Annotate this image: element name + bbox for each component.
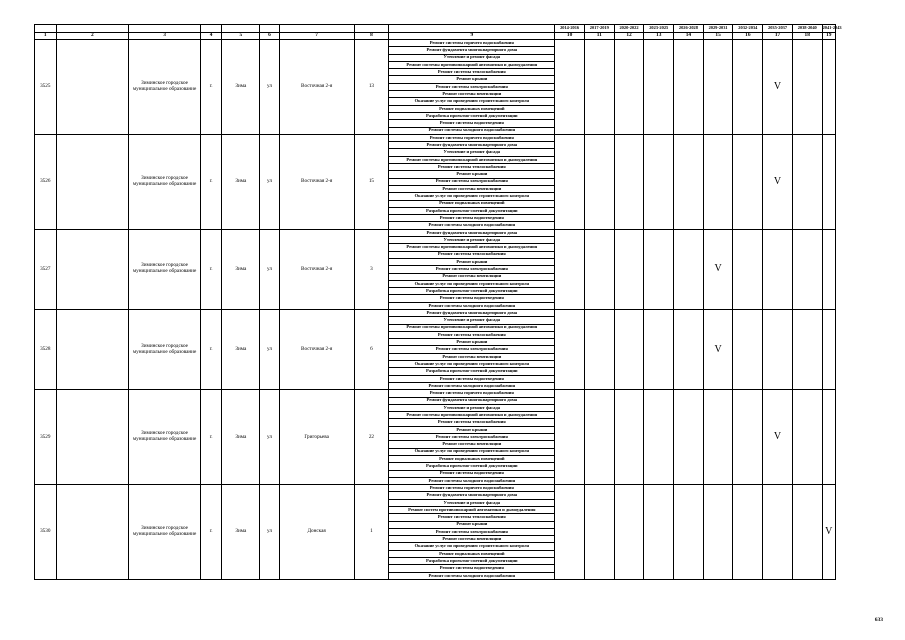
column-number-8: 8 [354,33,389,40]
settlement-name: Зима [222,134,260,229]
municipality-name: Зиминское городское муниципальное образование [129,134,201,229]
schedule-cell [822,390,835,485]
column-number-18: 18 [792,33,822,40]
schedule-cell [614,134,644,229]
schedule-cell [674,229,704,309]
schedule-cell [614,40,644,135]
settlement-name: Зима [222,40,260,135]
schedule-mark: V [763,390,793,485]
work-type: Оказание услуг по проведению строительного контроля [389,280,555,287]
work-type: Ремонт системы горячего водоснабжения [389,40,555,47]
work-type: Ремонт системы горячего водоснабжения [389,390,555,397]
work-type: Ремонт системы вентиляции [389,536,555,543]
schedule-cell [555,229,585,309]
work-type: Ремонт системы водоотведения [389,375,555,382]
work-type: Ремонт системы электроснабжения [389,528,555,535]
settlement-type: г. [200,390,222,485]
work-type: Ремонт системы холодного водоснабжения [389,302,555,309]
street-name: Восточная 2-я [279,309,354,389]
table-row [35,390,836,397]
work-type: Ремонт системы теплоснабжения [389,514,555,521]
empty-header-cell [56,25,129,33]
schedule-cell [644,390,674,485]
work-type: Ремонт системы электроснабжения [389,434,555,441]
schedule-cell [703,134,733,229]
schedule-cell [584,134,614,229]
work-type: Ремонт системы холодного водоснабжения [389,477,555,484]
work-type: Ремонт крыши [389,426,555,433]
work-type: Утепление и ремонт фасада [389,404,555,411]
column-number-19: 19 [822,33,835,40]
table-row [35,309,836,316]
empty-header-cell [260,25,279,33]
work-type: Разработка проектно-сметной документации [389,368,555,375]
settlement-type: г. [200,134,222,229]
house-number: 3 [354,229,389,309]
work-type: Ремонт системы водоотведения [389,120,555,127]
schedule-cell [644,309,674,389]
schedule-cell [763,229,793,309]
municipality-name: Зиминское городское муниципальное образование [129,309,201,389]
work-type: Разработка проектно-сметной документации [389,207,555,214]
column-number-6: 6 [260,33,279,40]
street-type: ул [260,134,279,229]
schedule-mark: V [703,309,733,389]
schedule-cell [792,134,822,229]
work-type: Ремонт подвальных помещений [389,200,555,207]
work-type: Разработка проектно-сметной документации [389,558,555,565]
schedule-cell [822,40,835,135]
schedule-cell [733,309,763,389]
work-type: Ремонт системы теплоснабжения [389,69,555,76]
work-type: Оказание услуг по проведению строительного контроля [389,448,555,455]
work-type: Ремонт крыши [389,258,555,265]
schedule-cell [644,134,674,229]
schedule-cell [584,309,614,389]
schedule-cell [555,134,585,229]
work-type: Ремонт системы холодного водоснабжения [389,572,555,579]
work-type: Утепление и ремонт фасада [389,149,555,156]
row-number: 3527 [35,229,57,309]
empty-cell [56,390,129,485]
work-type: Ремонт крыши [389,171,555,178]
settlement-name: Зима [222,390,260,485]
period-header-9: 2038-2040 [792,25,822,33]
work-type: Ремонт крыши [389,521,555,528]
schedule-cell [674,40,704,135]
empty-cell [56,229,129,309]
work-type: Ремонт крыши [389,76,555,83]
work-type: Ремонт фундамента многоквартирного дома [389,229,555,236]
column-number-9: 9 [389,33,555,40]
schedule-cell [555,485,585,580]
schedule-cell [792,229,822,309]
house-number: 1 [354,485,389,580]
row-number: 3529 [35,390,57,485]
street-type: ул [260,229,279,309]
schedule-cell [614,390,644,485]
work-type: Ремонт системы теплоснабжения [389,164,555,171]
schedule-cell [703,40,733,135]
schedule-cell [674,390,704,485]
work-type: Ремонт системы противопожарной автоматики и дымоудаления [389,61,555,68]
schedule-cell [644,485,674,580]
column-number-1: 1 [35,33,57,40]
empty-header-cell [129,25,201,33]
work-type: Разработка проектно-сметной документации [389,463,555,470]
capital-repair-table [34,24,842,580]
municipality-name: Зиминское городское муниципальное образование [129,229,201,309]
schedule-cell [555,309,585,389]
work-type: Ремонт системы холодного водоснабжения [389,127,555,134]
work-type: Ремонт системы теплоснабжения [389,331,555,338]
work-type: Ремонт системы вентиляции [389,353,555,360]
column-number-7: 7 [279,33,354,40]
period-header-2: 2017-2019 [584,25,614,33]
schedule-cell [584,229,614,309]
house-number: 6 [354,309,389,389]
settlement-name: Зима [222,485,260,580]
row-number: 3530 [35,485,57,580]
schedule-cell [674,134,704,229]
settlement-type: г. [200,309,222,389]
empty-header-cell [279,25,354,33]
settlement-type: г. [200,40,222,135]
empty-header-cell [200,25,222,33]
work-type: Ремонт фундамента многоквартирного дома [389,47,555,54]
schedule-cell [733,134,763,229]
work-type: Ремонт системы вентиляции [389,441,555,448]
schedule-cell [733,485,763,580]
schedule-cell [644,229,674,309]
work-type: Ремонт системы водоотведения [389,565,555,572]
street-name: Восточная 2-я [279,40,354,135]
period-header-7: 2032-2034 [733,25,763,33]
work-type: Ремонт системы электроснабжения [389,266,555,273]
work-type: Ремонт системы горячего водоснабжения [389,485,555,492]
schedule-mark: V [822,485,835,580]
schedule-cell [584,485,614,580]
schedule-cell [792,40,822,135]
column-number-13: 13 [644,33,674,40]
work-type: Ремонт системы теплоснабжения [389,251,555,258]
work-type: Ремонт системы водоотведения [389,215,555,222]
house-number: 13 [354,40,389,135]
row-number: 3526 [35,134,57,229]
column-number-14: 14 [674,33,704,40]
work-type: Утепление и ремонт фасада [389,237,555,244]
empty-header-cell [354,25,389,33]
street-name: Донская [279,485,354,580]
empty-cell [56,309,129,389]
work-type: Ремонт системы холодного водоснабжения [389,382,555,389]
table-row [35,134,836,141]
work-type: Разработка проектно-сметной документации [389,288,555,295]
schedule-cell [555,40,585,135]
column-number-4: 4 [200,33,222,40]
table-row [35,229,836,236]
work-type: Ремонт фундамента многоквартирного дома [389,492,555,499]
column-number-row [35,33,836,40]
work-type: Утепление и ремонт фасада [389,317,555,324]
schedule-cell [733,229,763,309]
work-type: Ремонт системы горячего водоснабжения [389,134,555,141]
empty-header-cell [222,25,260,33]
street-type: ул [260,485,279,580]
street-type: ул [260,40,279,135]
schedule-cell [614,309,644,389]
period-header-4: 2023-2025 [644,25,674,33]
column-number-11: 11 [584,33,614,40]
row-number: 3525 [35,40,57,135]
work-type: Разработка проектно-сметной документации [389,112,555,119]
work-type: Ремонт системы противопожарной автоматики и дымоудаления [389,244,555,251]
document-sheet [34,24,842,580]
schedule-cell [584,40,614,135]
table-row [35,40,836,47]
schedule-cell [822,134,835,229]
work-type: Оказание услуг по проведению строительного контроля [389,98,555,105]
work-type: Ремонт подвальных помещений [389,105,555,112]
schedule-cell [614,229,644,309]
work-type: Ремонт системы противопожарной автоматики и дымоудаления [389,412,555,419]
schedule-mark: V [703,229,733,309]
street-name: Восточная 2-я [279,134,354,229]
schedule-cell [674,309,704,389]
street-type: ул [260,309,279,389]
work-type: Ремонт систем противопожарной автоматики и дымоудаления [389,507,555,514]
work-type: Ремонт системы вентиляции [389,185,555,192]
work-type: Ремонт подвальных помещений [389,455,555,462]
work-type: Ремонт системы вентиляции [389,91,555,98]
period-header-5: 2026-2028 [674,25,704,33]
settlement-type: г. [200,229,222,309]
schedule-cell [644,40,674,135]
schedule-cell [733,390,763,485]
schedule-cell [733,40,763,135]
period-header-10: 2041-2043 [822,25,835,33]
column-number-16: 16 [733,33,763,40]
settlement-name: Зима [222,309,260,389]
schedule-cell [763,485,793,580]
page-number: 633 [874,617,883,623]
street-name: Григорьева [279,390,354,485]
column-number-5: 5 [222,33,260,40]
settlement-name: Зима [222,229,260,309]
schedule-cell [792,309,822,389]
work-type: Ремонт системы электроснабжения [389,83,555,90]
column-number-3: 3 [129,33,201,40]
period-header-row [35,25,836,33]
column-number-10: 10 [555,33,585,40]
schedule-cell [555,390,585,485]
work-type: Ремонт фундамента многоквартирного дома [389,142,555,149]
work-type: Ремонт фундамента многоквартирного дома [389,309,555,316]
schedule-cell [674,485,704,580]
schedule-cell [792,390,822,485]
schedule-cell [584,390,614,485]
schedule-cell [614,485,644,580]
schedule-cell [703,485,733,580]
empty-cell [56,40,129,135]
work-type: Ремонт системы теплоснабжения [389,419,555,426]
work-type: Оказание услуг по проведению строительного контроля [389,193,555,200]
house-number: 22 [354,390,389,485]
work-type: Ремонт системы противопожарной автоматики и дымоудаления [389,324,555,331]
schedule-mark: V [763,134,793,229]
empty-header-cell [389,25,555,33]
work-type: Оказание услуг по проведению строительного контроля [389,361,555,368]
work-type: Ремонт системы вентиляции [389,273,555,280]
period-header-6: 2029-2031 [703,25,733,33]
schedule-cell [822,309,835,389]
period-header-3: 2020-2022 [614,25,644,33]
work-type: Утепление и ремонт фасада [389,54,555,61]
schedule-cell [763,309,793,389]
work-type: Ремонт системы электроснабжения [389,346,555,353]
street-type: ул [260,390,279,485]
table-row [35,485,836,492]
period-header-1: 2014-2016 [555,25,585,33]
empty-cell [56,485,129,580]
empty-header-cell [35,25,57,33]
column-number-17: 17 [763,33,793,40]
work-type: Оказание услуг по проведению строительного контроля [389,543,555,550]
schedule-cell [822,229,835,309]
municipality-name: Зиминское городское муниципальное образование [129,390,201,485]
schedule-cell [792,485,822,580]
work-type: Ремонт системы противопожарной автоматики и дымоудаления [389,156,555,163]
municipality-name: Зиминское городское муниципальное образование [129,485,201,580]
street-name: Восточная 2-я [279,229,354,309]
schedule-cell [703,390,733,485]
work-type: Ремонт системы водоотведения [389,470,555,477]
work-type: Ремонт подвальных помещений [389,550,555,557]
work-type: Ремонт системы электроснабжения [389,178,555,185]
empty-cell [56,134,129,229]
column-number-12: 12 [614,33,644,40]
house-number: 15 [354,134,389,229]
column-number-15: 15 [703,33,733,40]
column-number-2: 2 [56,33,129,40]
municipality-name: Зиминское городское муниципальное образование [129,40,201,135]
work-type: Ремонт фундамента многоквартирного дома [389,397,555,404]
schedule-mark: V [763,40,793,135]
period-header-8: 2035-2037 [763,25,793,33]
work-type: Ремонт системы водоотведения [389,295,555,302]
settlement-type: г. [200,485,222,580]
work-type: Ремонт системы холодного водоснабжения [389,222,555,229]
work-type: Утепление и ремонт фасада [389,499,555,506]
work-type: Ремонт крыши [389,339,555,346]
row-number: 3528 [35,309,57,389]
